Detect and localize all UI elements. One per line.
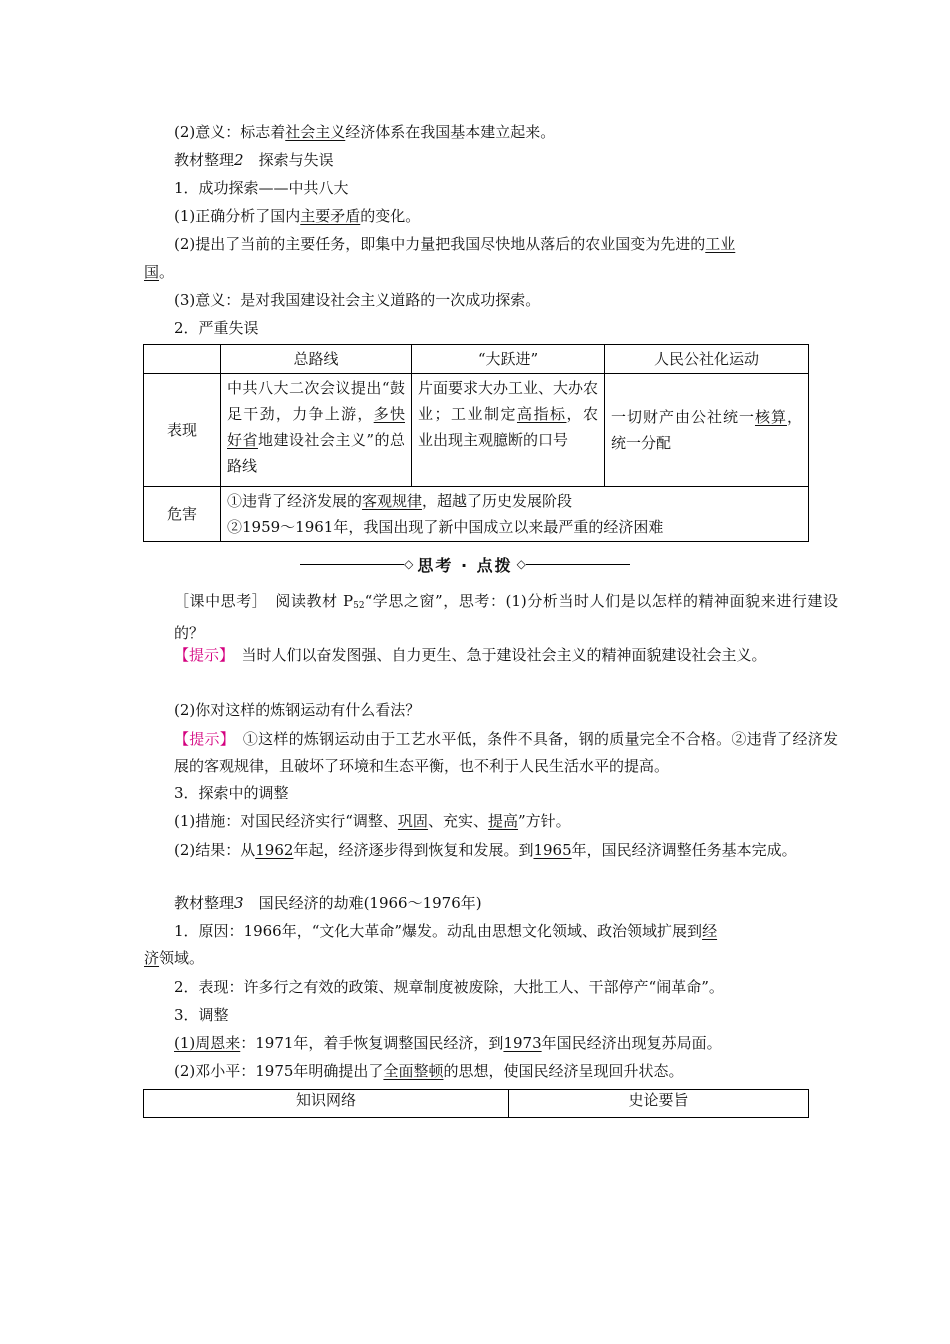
item-1b-line2: 国。: [144, 263, 175, 281]
header-peoples-commune: 人民公社化运动: [605, 345, 809, 374]
item-1-title: 1．成功探索——中共八大: [174, 179, 349, 197]
header-knowledge-network: 知识网络: [144, 1090, 509, 1118]
section-heading-3: 教材整理3 国民经济的劫难(1966～1976年): [174, 894, 482, 912]
item-1c: (3)意义：是对我国建设社会主义道路的一次成功探索。: [174, 291, 541, 309]
item-3b: (2)结果：从1962年起，经济逐步得到恢复和发展。到1965年，国民经济调整任务基本完成。: [174, 841, 797, 859]
header-great-leap: “大跃进”: [412, 345, 605, 374]
cell-harm: ①违背了经济发展的客观规律，超越了历史发展阶段 ②1959～1961年，我国出现了新中国成立以来最严重的经济困难: [221, 487, 809, 542]
diamond-icon: ◇: [516, 557, 526, 571]
meaning-line: (2)意义：标志着社会主义经济体系在我国基本建立起来。: [174, 123, 556, 141]
think-question-2: (2)你对这样的炼钢运动有什么看法？: [174, 701, 421, 719]
item-3a: (1)措施：对国民经济实行“调整、巩固、充实、提高”方针。: [174, 812, 571, 830]
section-heading-2: 教材整理2 探索与失误: [174, 151, 334, 169]
item-p1-line2: 济领域。: [144, 949, 205, 967]
think-banner: [300, 553, 630, 575]
table-row-manifestation: [144, 374, 809, 487]
diamond-icon: ◇: [404, 557, 414, 571]
mistakes-table: [143, 344, 809, 542]
item-1b-line1: (2)提出了当前的主要任务，即集中力量把我国尽快地从落后的农业国变为先进的工业: [174, 235, 736, 253]
hint-answer-1: 【提示】 当时人们以奋发图强、自力更生、急于建设社会主义的精神面貌建设社会主义。: [174, 646, 767, 664]
hint-answer-2: 【提示】 ①这样的炼钢运动由于工艺水平低，条件不具备，钢的质量完全不合格。②违背了经济发展的客观规律，且破坏了环境和生态平衡，也不利于人民生活水平的提高。: [174, 730, 838, 775]
cell-general-line: 中共八大二次会议提出“鼓足干劲，力争上游，多快好省地建设社会主义”的总路线: [221, 374, 412, 487]
item-p1-line1: 1．原因：1966年，“文化大革命”爆发。动乱由思想文化领域、政治领域扩展到经: [174, 922, 718, 940]
item-p3: 3．调整: [174, 1006, 229, 1024]
banner-left-rule: [300, 564, 404, 565]
item-p3a: (1)周恩来：1971年，着手恢复调整国民经济，到1973年国民经济出现复苏局面。: [174, 1034, 722, 1052]
cell-peoples-commune: 一切财产由公社统一核算，统一分配: [605, 374, 809, 487]
row-label-harm: 危害: [144, 487, 221, 542]
item-3-title: 3．探索中的调整: [174, 784, 289, 802]
summary-table: [143, 1089, 809, 1118]
table-row-harm: [144, 487, 809, 542]
item-1a: (1)正确分析了国内主要矛盾的变化。: [174, 207, 421, 225]
hint-label: 【提示】: [174, 646, 227, 664]
summary-header-row: [144, 1090, 809, 1118]
item-p3b: (2)邓小平：1975年明确提出了全面整顿的思想，使国民经济呈现回升状态。: [174, 1062, 684, 1080]
item-2-title: 2．严重失误: [174, 319, 259, 337]
table-header-row: [144, 345, 809, 374]
cell-great-leap: 片面要求大办工业、大办农业；工业制定高指标，农业出现主观臆断的口号: [412, 374, 605, 487]
row-label-manifestation: 表现: [144, 374, 221, 487]
think-question-1: ［课中思考］ 阅读教材 $P_{52}“$学思之窗”，思考：(1)分析当时人们是以怎样的精神面貌来进行建设的？: [174, 592, 838, 642]
item-p2: 2．表现：许多行之有效的政策、规章制度被废除，大批工人、干部停产“闹革命”。: [174, 978, 724, 996]
hint-label: 【提示】: [174, 730, 228, 748]
header-general-line: 总路线: [221, 345, 412, 374]
banner-right-rule: [526, 564, 630, 565]
table-corner: [144, 345, 221, 374]
header-historical-points: 史论要旨: [509, 1090, 809, 1118]
banner-title: 思考 · 点拨: [417, 555, 513, 575]
